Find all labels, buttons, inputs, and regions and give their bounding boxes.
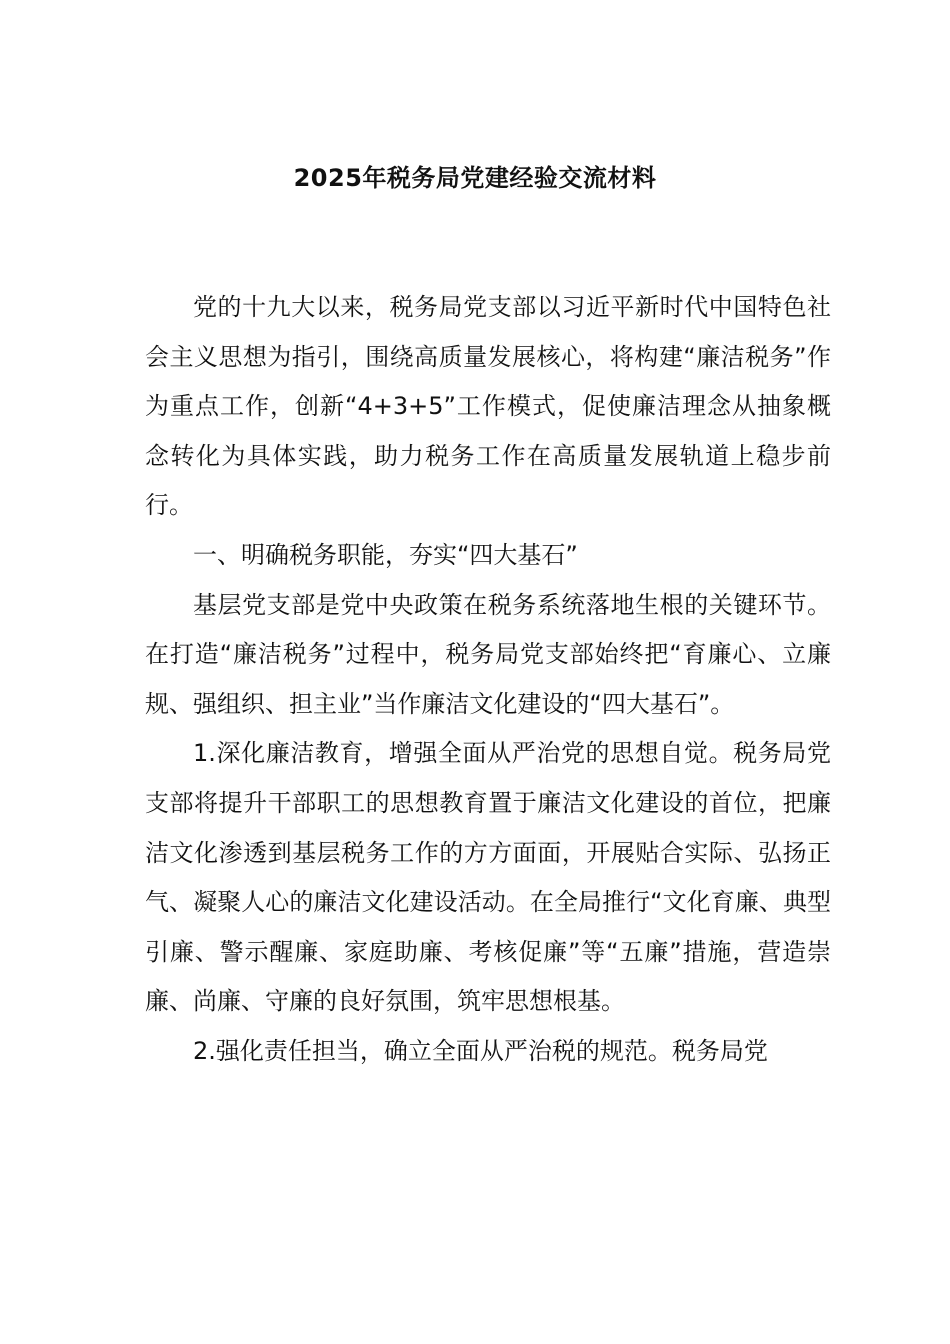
paragraph-intro: 党的十九大以来，税务局党支部以习近平新时代中国特色社会主义思想为指引，围绕高质量发展核心，将构建“廉洁税务”作为重点工作，创新“4+3+5”工作模式，促使廉洁理念从抽象概念转化为具体实践，助力税务工作在高质量发展轨道上稳步前行。 xyxy=(145,293,831,520)
paragraph-item-1: 1.深化廉洁教育，增强全面从严治党的思想自觉。税务局党支部将提升干部职工的思想教育置于廉洁文化建设的首位，把廉洁文化渗透到基层税务工作的方方面面，开展贴合实际、弘扬正气、凝聚人心的廉洁文化建设活动。在全局推行“文化育廉、典型引廉、警示醒廉、家庭助廉、考核促廉”等“五廉”措施，营造崇廉、尚廉、守廉的良好氛围，筑牢思想根基。 xyxy=(145,739,831,1016)
document-title: 2025年税务局党建经验交流材料 xyxy=(293,164,657,192)
paragraph-item-2: 2.强化责任担当，确立全面从严治税的规范。税务局党 xyxy=(193,1036,768,1065)
section-heading-1: 一、明确税务职能，夯实“四大基石” xyxy=(193,540,578,569)
paragraph-section-1: 基层党支部是党中央政策在税务系统落地生根的关键环节。在打造“廉洁税务”过程中，税务局党支部始终把“育廉心、立廉规、强组织、担主业”当作廉洁文化建设的“四大基石”。 xyxy=(145,590,831,718)
document-body xyxy=(145,283,831,1077)
